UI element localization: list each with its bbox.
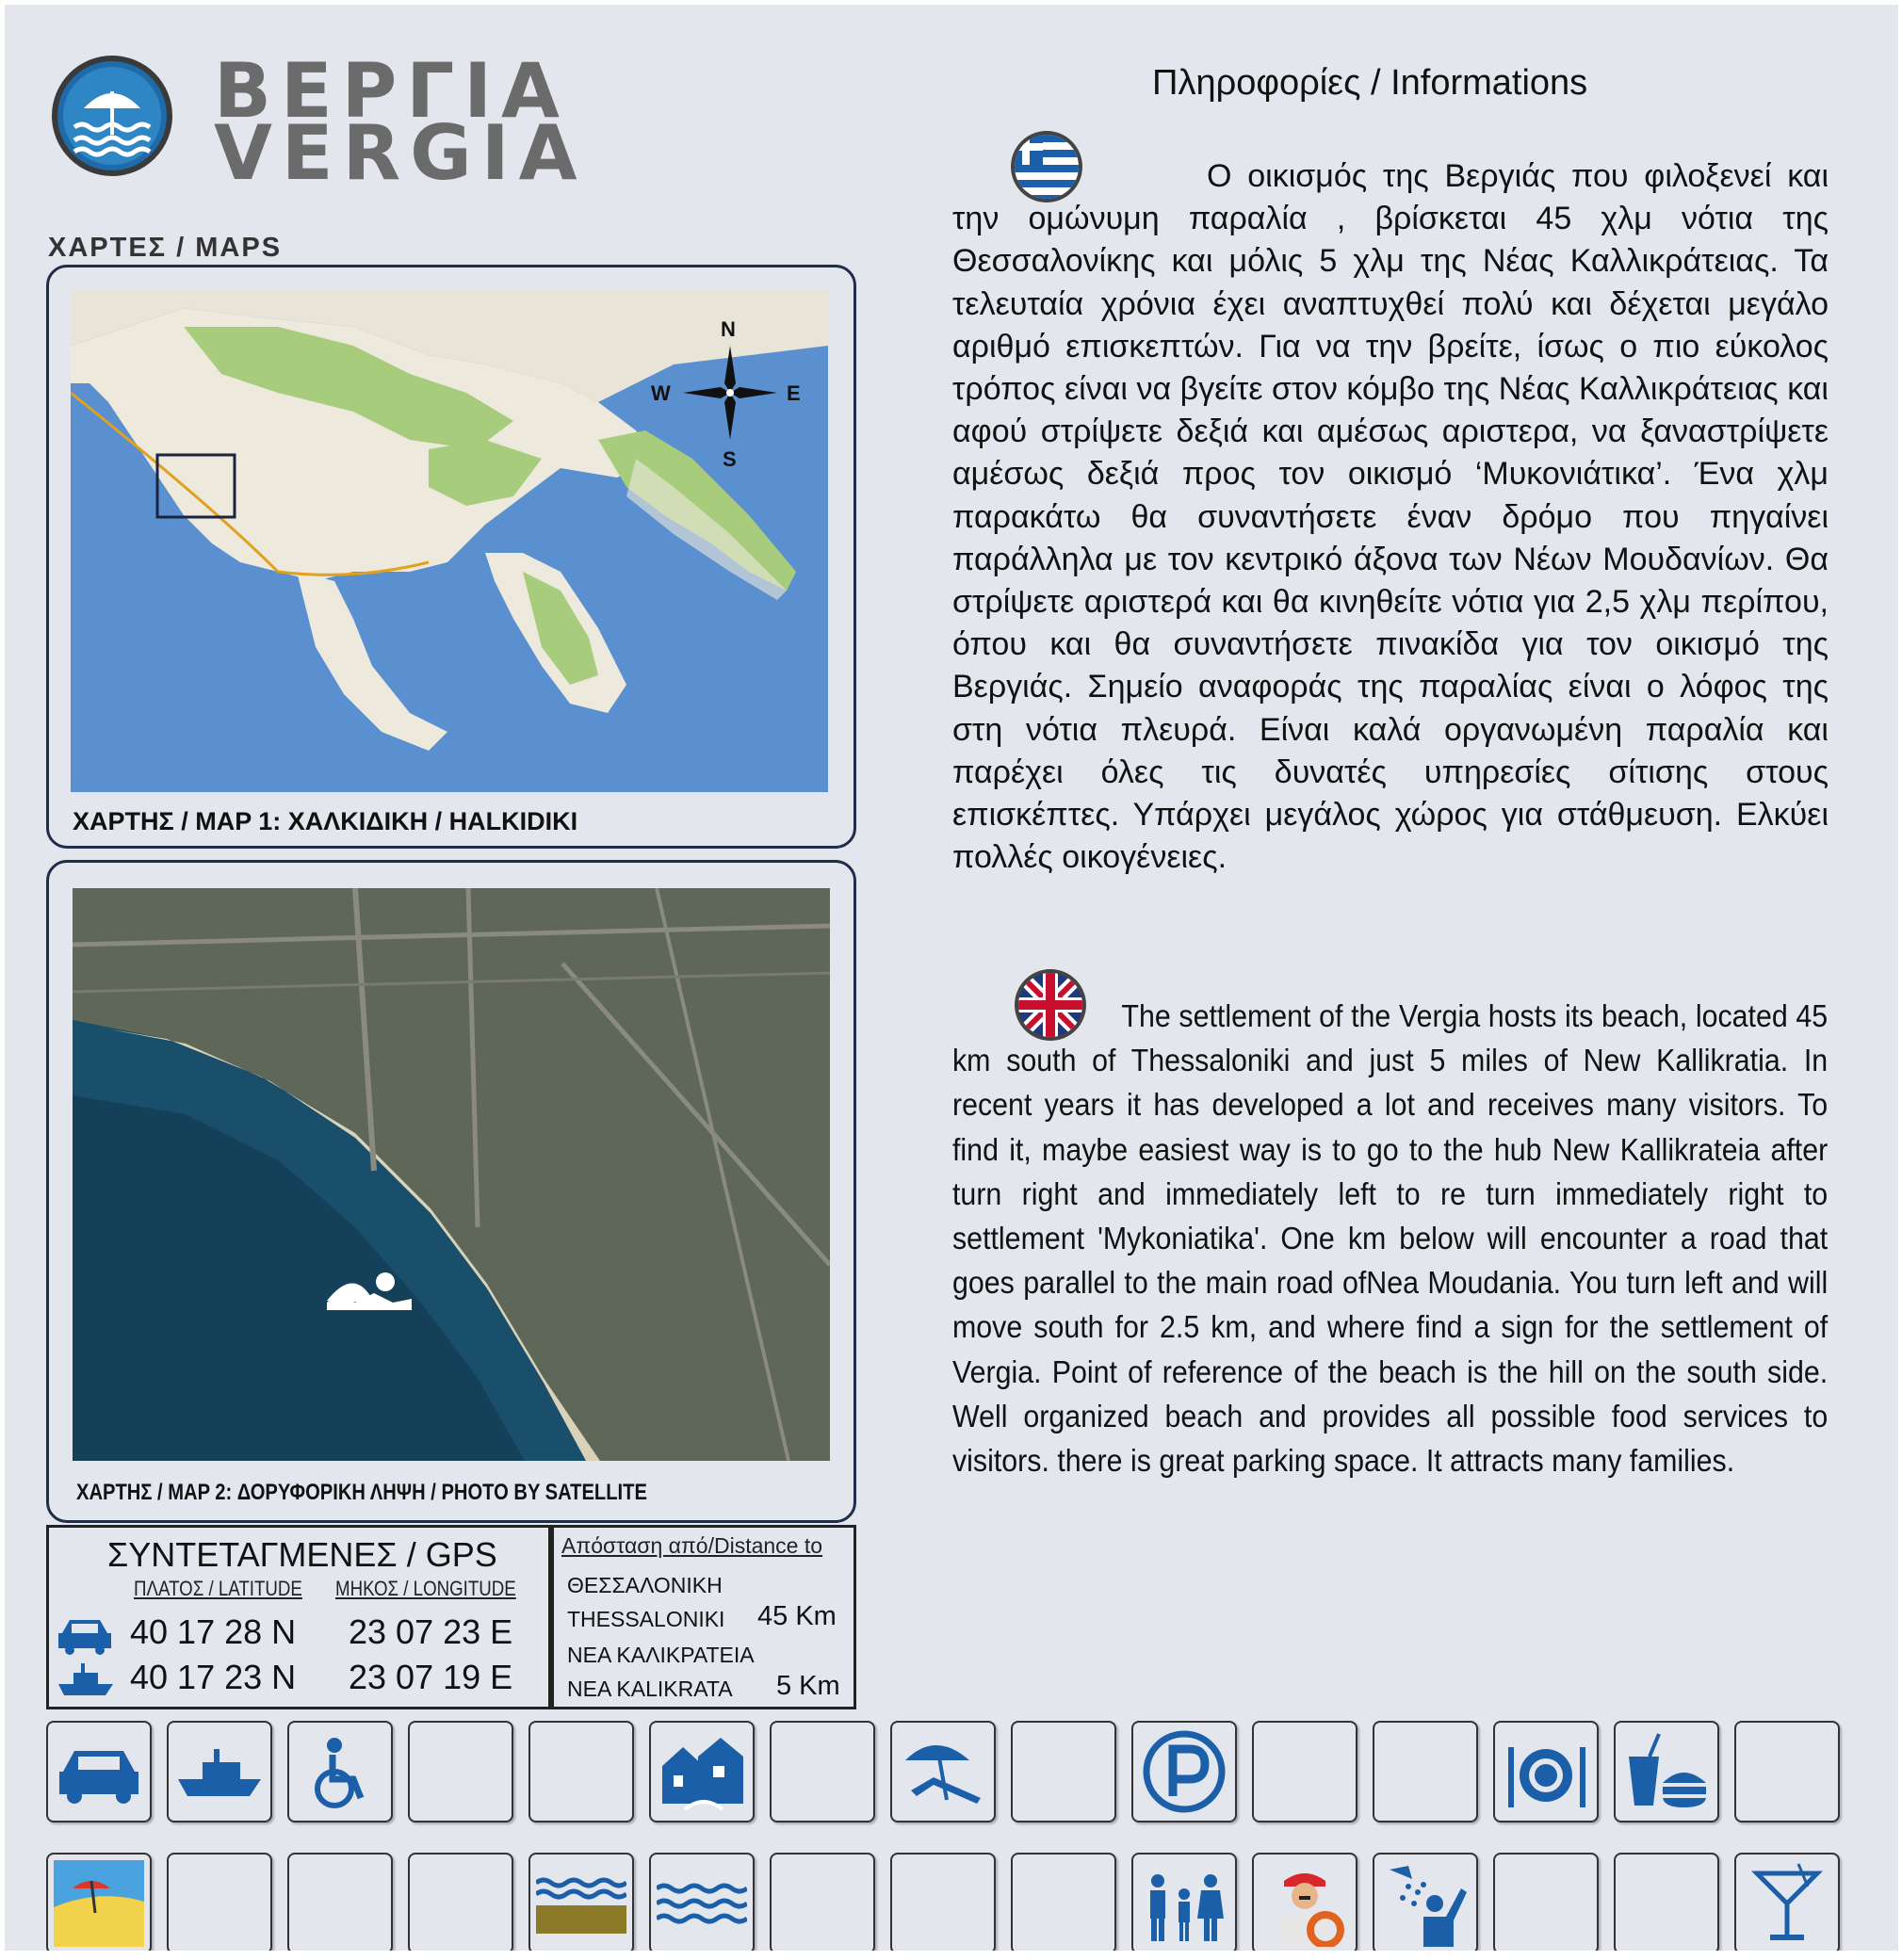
map1-caption: ΧΑΡΤΗΣ / MAP 1: ΧΑΛΚΙΔΙΚΗ / HALKIDIKI xyxy=(73,807,578,835)
title-greek: ΒΕΡΓΙΑ xyxy=(214,47,569,135)
map2-caption: ΧΑΡΤΗΣ / MAP 2: ΔΟΡΥΦΟΡΙΚΗ ΛΗΨΗ / PHOTO BY SATELLITE xyxy=(76,1480,647,1505)
facility-bar[interactable] xyxy=(1734,1853,1840,1951)
facility-parking[interactable] xyxy=(1131,1721,1237,1822)
facility-boat[interactable] xyxy=(167,1721,272,1822)
facility-car[interactable] xyxy=(46,1721,152,1822)
lifeguard-icon xyxy=(1260,1860,1350,1947)
cocktail-icon xyxy=(1742,1860,1832,1947)
boat-icon xyxy=(57,1660,115,1697)
facility-fast-food[interactable] xyxy=(1614,1721,1719,1822)
latitude-header: ΠΛΑΤΟΣ / LATITUDE xyxy=(134,1577,302,1600)
facility-empty[interactable] xyxy=(1011,1721,1116,1822)
halkidiki-map[interactable] xyxy=(71,289,828,792)
compass-north: N xyxy=(721,317,736,341)
family-icon xyxy=(1139,1860,1229,1947)
umbrella-sunbed-icon xyxy=(898,1728,988,1815)
facility-umbrellas[interactable] xyxy=(890,1721,996,1822)
satellite-photo[interactable] xyxy=(73,888,830,1461)
facility-empty[interactable] xyxy=(1614,1853,1719,1951)
facility-empty[interactable] xyxy=(408,1721,513,1822)
facility-lifeguard[interactable] xyxy=(1252,1853,1357,1951)
houses-icon xyxy=(657,1728,747,1815)
parking-icon xyxy=(1139,1728,1229,1815)
maps-label: ΧΑΡΤΕΣ / MAPS xyxy=(48,233,283,263)
facility-sandy-beach[interactable] xyxy=(46,1853,152,1951)
facility-accessibility[interactable] xyxy=(287,1721,393,1822)
restaurant-icon xyxy=(1501,1728,1591,1815)
shower-icon xyxy=(1380,1860,1471,1947)
english-description: The settlement of the Vergia hosts its beach, located 45 km south of Thessaloniki and just 5 miles of New Kallikratia. In recent years it has developed a lot and receives many visitors. To find it, maybe easiest way is to go to the hub New Kallikrateia after turn right and immediately left to re turn immediately right to settlement 'Mykoniatika'. One km below will encounter a road that goes parallel to the main road ofNea Moudania. You turn left and will move south for 2.5 km, and where find a sign for the settlement of Vergia. Point of reference of the beach is the hill on the south side. Well organized beach and provides all possible food services to visitors. there is great parking space. It attracts many families. xyxy=(952,998,1829,1479)
title-latin: VERGIA xyxy=(214,109,587,197)
facility-sea-sand[interactable] xyxy=(528,1853,634,1951)
compass-east: E xyxy=(787,381,801,405)
gps-row1-lon: 23 07 23 E xyxy=(349,1612,513,1651)
car-icon xyxy=(57,1614,113,1656)
facility-empty[interactable] xyxy=(287,1853,393,1951)
compass-south: S xyxy=(723,447,737,471)
car-icon xyxy=(54,1728,144,1815)
facility-empty[interactable] xyxy=(1734,1721,1840,1822)
distance-title: Απόσταση από/Distance to xyxy=(561,1533,823,1558)
page xyxy=(5,5,1898,1951)
facility-empty[interactable] xyxy=(1252,1721,1357,1822)
facility-empty[interactable] xyxy=(770,1721,875,1822)
greek-description: Ο οικισμός της Βεργιάς που φιλοξενεί και την ομώνυμη παραλία , βρίσκεται 45 χλμ νότια της Θεσσαλονίκης και μόλις 5 χλμ της Νέας Καλλικράτειας. Τα τελευταία χρόνια έχει αναπτυχθεί πολύ και δέχεται μεγάλο αριθμό επισκεπτών. Για να την βρείτε, ίσως ο πιο εύκολος τρόπος είναι να βγείτε στον κόμβο της Νέας Καλλικράτειας και αφού στρίψετε δεξιά και αμέσως αριστερα, να ξαναστρίψετε αμέσως δεξιά προς τον οικισμό ‘Μυκονιάτικα’. Ένα χλμ παρακάτω θα συναντήσετε έναν δρόμο που πηγαίνει παράλληλα με τον κεντρικό άξονα των Νέων Μουδανίων. Θα στρίψετε αριστερά και θα κινηθείτε νότια για 2,5 χλμ περίπου, όπου και θα συναντήσετε πινακίδα για τον οικισμό της Βεργιάς. Σημείο αναφοράς της παραλίας είναι ο λόφος της στη νότια πλευρά. Είναι καλά οργανωμένη παραλία και παρέχει όλες τις δυνατές υπηρεσίες σίτισης στους επισκέπτες. Υπάρχει μεγάλος χώρος για στάθμευση. Ελκύει πολλές οικογένειες. xyxy=(952,158,1829,876)
fast-food-icon xyxy=(1621,1728,1712,1815)
facility-empty[interactable] xyxy=(770,1853,875,1951)
facility-empty[interactable] xyxy=(528,1721,634,1822)
boat-icon xyxy=(174,1728,265,1815)
facility-empty[interactable] xyxy=(167,1853,272,1951)
longitude-header: ΜΗΚΟΣ / LONGITUDE xyxy=(335,1577,516,1600)
sandy-beach-icon xyxy=(54,1860,144,1947)
gps-row2-lon: 23 07 19 E xyxy=(349,1658,513,1696)
facility-empty[interactable] xyxy=(1493,1853,1599,1951)
distance-2-latin: ΝΕΑ KALIKRATA xyxy=(567,1677,733,1701)
distance-1-km: 45 Km xyxy=(757,1601,837,1631)
facility-empty[interactable] xyxy=(1373,1721,1478,1822)
gps-box xyxy=(46,1525,551,1709)
gps-row1-lat: 40 17 28 N xyxy=(130,1612,297,1651)
compass-west: W xyxy=(651,381,671,405)
distance-1-latin: THESSALONIKI xyxy=(567,1607,725,1631)
facility-accommodation[interactable] xyxy=(649,1721,755,1822)
info-title: Πληροφορίες / Informations xyxy=(1152,63,1588,103)
distance-2-greek: ΝΕΑ ΚΑΛΙΚΡΑΤΕΙΑ xyxy=(567,1643,755,1667)
wheelchair-icon xyxy=(295,1728,385,1815)
sea-sand-icon xyxy=(536,1860,626,1947)
waves-icon xyxy=(657,1860,747,1947)
facility-restaurant[interactable] xyxy=(1493,1721,1599,1822)
distance-1-greek: ΘΕΣΣΑΛΟΝΙΚΗ xyxy=(567,1573,723,1597)
gps-row2-lat: 40 17 23 N xyxy=(130,1658,297,1696)
facility-families[interactable] xyxy=(1131,1853,1237,1951)
distance-box xyxy=(551,1525,856,1709)
facility-showers[interactable] xyxy=(1373,1853,1478,1951)
gps-title: ΣΥΝΤΕΤΑΓΜΕΝΕΣ / GPS xyxy=(107,1535,497,1574)
facility-waves[interactable] xyxy=(649,1853,755,1951)
distance-2-km: 5 Km xyxy=(776,1671,840,1701)
facility-empty[interactable] xyxy=(408,1853,513,1951)
facility-empty[interactable] xyxy=(890,1853,996,1951)
beach-logo-icon xyxy=(50,54,174,178)
facility-empty[interactable] xyxy=(1011,1853,1116,1951)
